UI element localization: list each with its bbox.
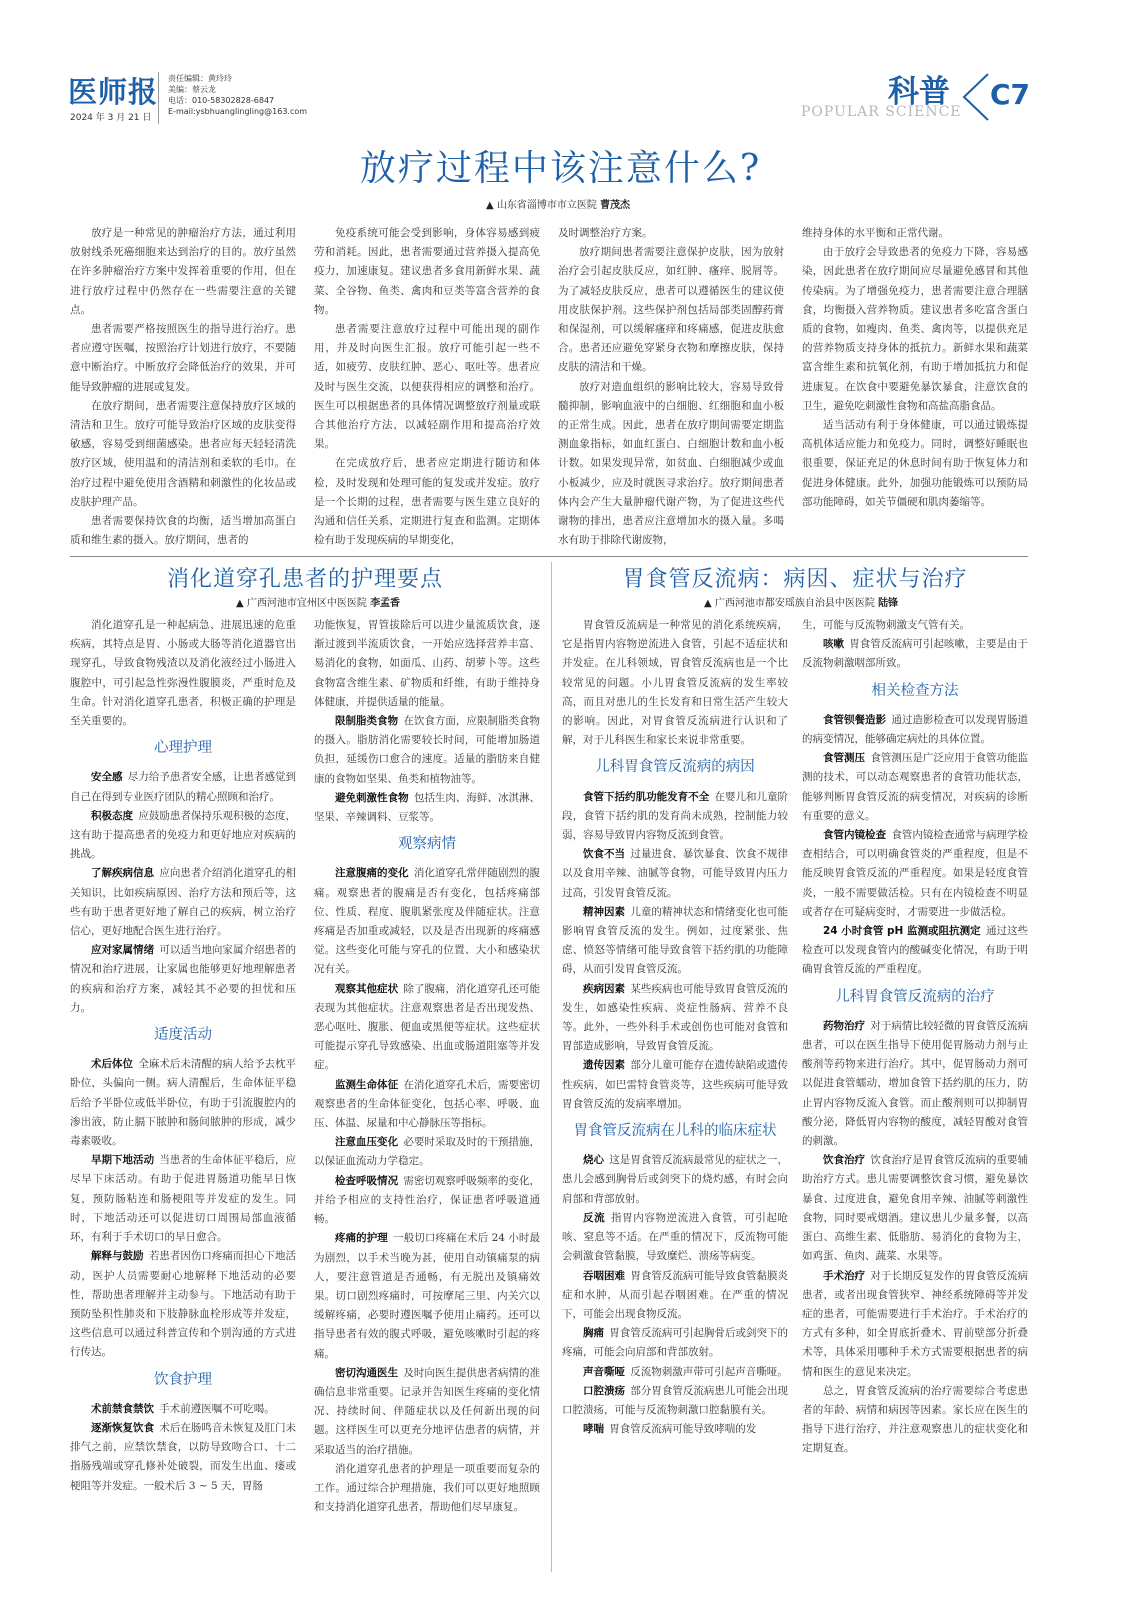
- paragraph: [562, 903, 788, 980]
- paragraph-text: 消化道穿孔常伴随剧烈的腹痛。观察患者的腹痛是否有变化，包括疼痛部位、性质、程度、腹肌紧张度及伴随症状。注意疼痛是否加重或减轻，以及是否出现新的疼痛感觉。这些变化可能与穿孔的位置、大小和感染状况有关。: [314, 867, 540, 976]
- paragraph: [802, 922, 1028, 980]
- paragraph-text: 部分儿童可能存在遗传缺陷或遗传性疾病，如巴雷特食管炎等，这些疾病可能导致胃食管反流的发病率增加。: [562, 1059, 788, 1110]
- paragraph-lead: 咳嗽: [823, 638, 845, 651]
- masthead-divider: [158, 72, 159, 124]
- article2-column-2: [314, 616, 540, 1571]
- paragraph-lead: 食管下括约肌功能发育不全: [583, 790, 710, 803]
- paragraph-lead: 观察其他症状: [335, 982, 399, 995]
- paragraph-lead: 早期下地活动: [91, 1154, 155, 1167]
- paragraph: [70, 1419, 296, 1496]
- paragraph: [314, 1133, 540, 1171]
- paragraph-text: 当患者的生命体征平稳后，应尽早下床活动。有助于促进胃肠道功能早日恢复，预防肠粘连和肠梗阻等并发症的发生。同时，下地活动还可以促进切口周围局部血液循环，有利于手术切口的早日愈合。: [70, 1154, 296, 1244]
- paragraph: [802, 826, 1028, 922]
- paragraph-text: 这是胃食管反流病最常见的症状之一，患儿会感到胸骨后或剑突下的烧灼感，有时会向肩部和背部放射。: [562, 1154, 788, 1205]
- paragraph-text: 食管测压是广泛应用于食管功能监测的技术，可以动态观察患者的食管功能状态，能够判断胃食管反流的病变情况，对疾病的诊断有重要的意义。: [802, 752, 1028, 822]
- paragraph-text: 包括生肉、海鲜、冰淇淋、坚果、辛辣调料、豆浆等。: [314, 791, 540, 824]
- paragraph: [70, 512, 296, 548]
- paragraph: [558, 243, 784, 377]
- paragraph-text: 儿童的精神状态和情绪变化也可能影响胃食管反流的发生。例如，过度紧张、焦虑、愤怒等情绪可能导致食管下括约肌的功能障碍，从而引发胃食管反流。: [562, 905, 788, 976]
- paragraph: [70, 397, 296, 512]
- article1-title: 放疗过程中该注意什么?: [359, 148, 762, 189]
- paragraph: [70, 1400, 296, 1419]
- paragraph-lead: 限制脂类食物: [335, 715, 399, 728]
- paragraph-text: 放疗对造血组织的影响比较大，容易导致骨髓抑制，影响血液中的白细胞、红细胞和血小板的正常生成。因此，患者在放疗期间需要定期监测血象指标，如血红蛋白、白细胞计数和血小板计数。如果发现异常，如贫血、白细胞减少或血小板减少，应及时就医寻求治疗。放疗期间患者体内会产生大量肿瘤代谢产物，为了促进这些代谢物的排出，患者应注意增加水的摄入量。多喝水有助于排除代谢废物，: [558, 380, 784, 547]
- paragraph: [562, 788, 788, 846]
- paragraph-text: 应鼓励患者保持乐观积极的态度，这有助于提高患者的免疫力和更好地应对疾病的挑战。: [70, 809, 296, 861]
- paragraph-text: 在饮食方面，应限制脂类食物的摄入。脂肪消化需要较长时间，可能增加肠道负担，延缓伤口愈合的速度。适量的脂肪来自健康的食物如坚果、鱼类和植物油等。: [314, 715, 540, 785]
- paragraph: [70, 616, 296, 731]
- paragraph-text: 尽力给予患者安全感，让患者感觉到自己在得到专业医疗团队的精心照顾和治疗。: [70, 771, 296, 803]
- article2-byline-org: ▲ 广西河池市宜州区中医医院: [236, 598, 367, 609]
- paragraph-text: 通过造影检查可以发现胃肠道的病变情况，能够确定病灶的具体位置。: [802, 713, 1028, 746]
- article3-column-2: [802, 616, 1028, 1571]
- paragraph-lead: 注意血压变化: [335, 1136, 399, 1149]
- article3-byline-author: 陆锋: [878, 598, 899, 609]
- paragraph: [802, 224, 1028, 243]
- paragraph-text: 胃食管反流病可引起胸骨后或剑突下的疼痛，可能会向肩部和背部放射。: [562, 1327, 788, 1359]
- subheading: 心理护理: [154, 740, 212, 757]
- paragraph: [562, 1267, 788, 1325]
- paragraph: [558, 224, 784, 243]
- article-divider: [70, 556, 1028, 557]
- paragraph: [70, 1247, 296, 1362]
- paragraph-text: 需密切观察呼吸频率的变化，并给予相应的支持性治疗，保证患者呼吸道通畅。: [314, 1174, 540, 1226]
- issue-date: 2024 年 3 月 21 日: [70, 113, 152, 123]
- paragraph-text: 可以适当地向家属介绍患者的情况和治疗进展，让家属也能够更好地理解患者的疾病和治疗方案，减轻其不必要的担忧和压力。: [70, 944, 296, 1014]
- subheading: 儿科胃食管反流病的治疗: [835, 988, 995, 1005]
- paragraph: [562, 1324, 788, 1362]
- paragraph-text: 对于长期反复发作的胃食管反流病患者，或者出现食管狭窄、神经系统障碍等并发症的患者，可能需要进行手术治疗。手术治疗的方式有多种，如全胃底折叠术、胃前壁部分折叠术等，具体采用哪种手术方式需要根据患者的病情和医生的意见来决定。: [802, 1269, 1028, 1378]
- paragraph: [802, 416, 1028, 512]
- paragraph: [314, 616, 540, 712]
- paragraph-text: 部分胃食管反流病患儿可能会出现口腔溃疡，可能与反流物刺激口腔黏膜有关。: [562, 1384, 788, 1416]
- paragraph: [70, 1055, 296, 1151]
- subheading: 适度活动: [154, 1027, 212, 1044]
- page-number: C7: [990, 78, 1031, 111]
- subheading: 饮食护理: [154, 1371, 212, 1388]
- paragraph-lead: 食管测压: [823, 752, 866, 765]
- paragraph-text: 患者需要严格按照医生的指导进行治疗。患者应遵守医嘱，按照治疗计划进行放疗，不要随意中断治疗。中断放疗会降低治疗的效果，并可能导致肿瘤的进展或复发。: [70, 323, 296, 393]
- paragraph: [314, 1172, 540, 1230]
- paragraph-text: 手术前遵医嘱不可吃喝。: [159, 1402, 275, 1415]
- paragraph-lead: 检查呼吸情况: [335, 1174, 399, 1187]
- paragraph-lead: 应对家属情绪: [91, 944, 155, 957]
- paragraph-text: 消化道穿孔是一种起病急、进展迅速的危重疾病，其特点是胃、小肠或大肠等消化道器官出现穿孔，导致食物残渣以及消化液经过小肠进入腹腔中，可引起急性弥漫性腹膜炎，严重时危及生命。针对消化道穿孔患者，积极正确的护理是至关重要的。: [70, 619, 296, 728]
- paragraph-lead: 疾病因素: [583, 982, 626, 995]
- paragraph-lead: 胸痛: [583, 1327, 605, 1340]
- article2-column-1: [70, 616, 296, 1571]
- article2-title: 消化道穿孔患者的护理要点: [166, 567, 443, 592]
- paragraph-lead: 药物治疗: [823, 1019, 866, 1032]
- paragraph-text: 饮食治疗是胃食管反流病的重要辅助治疗方式。患儿需要调整饮食习惯，避免暴饮暴食、过度进食，避免食用辛辣、油腻等刺激性食物，同时要戒烟酒。建议患儿少量多餐，以高蛋白、高维生素、低脂肪、易消化的食物为主，如鸡蛋、鱼肉、蔬菜、水果等。: [802, 1154, 1028, 1263]
- paragraph-text: 应向患者介绍消化道穿孔的相关知识，比如疾病原因、治疗方法和预后等，这些有助于患者更好地了解自己的疾病，树立治疗信心，更好地配合医生进行治疗。: [70, 867, 296, 938]
- paragraph-text: 生，可能与反流物刺激支气管有关。: [802, 619, 970, 631]
- paragraph-text: 指胃内容物逆流进入食管，可引起呛咳、窒息等不适。在严重的情况下，反流物可能会刺激食管黏膜，导致糜烂、溃疡等病变。: [562, 1211, 788, 1263]
- paragraph: [70, 941, 296, 1018]
- paragraph: [70, 1151, 296, 1247]
- paragraph: [314, 980, 540, 1076]
- paragraph: [802, 1151, 1028, 1266]
- article2-byline: [236, 594, 400, 609]
- paragraph: [802, 711, 1028, 749]
- chevron-left-icon: [958, 72, 992, 122]
- paragraph-lead: 食管内镜检查: [823, 829, 887, 842]
- article3-byline: [704, 594, 898, 609]
- paragraph: [70, 807, 296, 865]
- paragraph-text: 免疫系统可能会受到影响，身体容易感到疲劳和消耗。因此，患者需要通过营养摄入提高免疫力，加速康复。建议患者多食用新鲜水果、蔬菜、全谷物、鱼类、禽肉和豆类等富含营养的食物。: [314, 227, 540, 316]
- paragraph: [70, 224, 296, 320]
- paragraph: [562, 980, 788, 1057]
- paragraph: [70, 864, 296, 941]
- paragraph-lead: 密切沟通医生: [335, 1366, 399, 1379]
- article1-column-1: [70, 224, 296, 548]
- paragraph-text: 食管内镜检查通常与病理学检查相结合，可以明确食管炎的严重程度，但是不能反映胃食管反流的严重程度。如果是轻度食管炎，一般不需要做活检。只有在内镜检查不明显或者存在可疑病变时，才需要进一步做活检。: [802, 829, 1028, 918]
- paragraph: [314, 320, 540, 454]
- article1-column-3: [558, 224, 784, 548]
- paragraph-lead: 吞咽困难: [583, 1269, 626, 1282]
- section-name: 科普: [888, 74, 950, 110]
- paragraph: [314, 712, 540, 789]
- paragraph-lead: 避免刺激性食物: [335, 791, 409, 804]
- paragraph: [562, 1151, 788, 1209]
- newspaper-logo: 医师报: [68, 75, 159, 109]
- paragraph-lead: 饮食不当: [583, 848, 626, 861]
- paragraph: [562, 1363, 788, 1382]
- paragraph-lead: 饮食治疗: [823, 1154, 866, 1167]
- paragraph: [562, 1382, 788, 1420]
- paragraph-lead: 声音嘶哑: [583, 1365, 625, 1378]
- paragraph-text: 除了腹痛，消化道穿孔还可能表现为其他症状。注意观察患者是否出现发热、恶心呕吐、腹胀、便血或黑便等症状。这些症状可能提示穿孔导致感染、出血或肠道阻塞等并发症。: [314, 982, 540, 1072]
- subheading: 胃食管反流病在儿科的临床症状: [573, 1123, 777, 1140]
- paragraph-text: 在消化道穿孔术后，需要密切观察患者的生命体征变化，包括心率、呼吸、血压、体温、尿量和中心静脉压等指标。: [314, 1078, 540, 1130]
- article3-title: 胃食管反流病：病因、症状与治疗: [622, 567, 968, 592]
- paragraph: [314, 1076, 540, 1134]
- paragraph-lead: 手术治疗: [823, 1269, 866, 1282]
- article-column-divider: [551, 562, 552, 1572]
- subheading: 观察病情: [398, 836, 456, 853]
- paragraph-lead: 疼痛的护理: [335, 1232, 388, 1245]
- paragraph: [562, 1209, 788, 1267]
- paragraph: [802, 749, 1028, 826]
- paragraph-text: 消化道穿孔患者的护理是一项重要而复杂的工作。通过综合护理措施，我们可以更好地照顾和支持消化道穿孔患者，帮助他们尽早康复。: [314, 1462, 540, 1514]
- paragraph-text: 功能恢复，胃管拔除后可以进少量流质饮食，逐渐过渡到半流质饮食，一开始应选择营养丰富、易消化的食物，如面瓜、山药、胡萝卜等。这些食物富含维生素、矿物质和纤维，有助于维持身体健康，并提供适量的能量。: [314, 619, 540, 708]
- paragraph-text: 一般切口疼痛在术后 24 小时最为剧烈，以手术当晚为甚，使用自动镇痛泵的病人，要注意管道是否通畅，有无脱出及镇痛效果。切口剧烈疼痛时，可按摩尾三里、内关穴以缓解疼痛，必要时遵医嘱予使用止痛药。还可以指导患者有效的腹式呼吸，避免咳嗽时引起的疼痛。: [314, 1232, 540, 1360]
- paragraph-text: 胃食管反流病可能导致食管黏膜炎症和水肿，从而引起吞咽困难。在严重的情况下，可能会出现食物反流。: [562, 1269, 788, 1320]
- paragraph-text: 胃食管反流病可能导致哮喘的发: [609, 1423, 757, 1436]
- credit-phone: 电话：010-58302828-6847: [168, 96, 275, 105]
- paragraph-lead: 了解疾病信息: [91, 867, 155, 880]
- credit-editor: 责任编辑：黄玲玲: [168, 74, 232, 83]
- paragraph-text: 由于放疗会导致患者的免疫力下降，容易感染，因此患者在放疗期间应尽量避免感冒和其他传染病。为了增强免疫力，患者需要注意合理膳食，均衡摄入营养物质。建议患者多吃富含蛋白质的食物，如瘦肉、鱼类、禽肉等，以提供充足的营养物质支持身体的抵抗力。新鲜水果和蔬菜富含维生素和抗氧化剂，有助于增加抵抗力和促进康复。在饮食中要避免暴饮暴食，注意饮食的卫生，避免吃刺激性食物和高盐高脂食品。: [802, 246, 1028, 412]
- paragraph-text: 术后在肠鸣音未恢复及肛门未排气之前，应禁饮禁食，以防导致吻合口、十二指肠残端或穿孔修补处破裂，而发生出血、瘘或梗阻等并发症。一般术后 3 ~ 5 天，胃肠: [70, 1421, 296, 1492]
- paragraph-lead: 逐渐恢复饮食: [91, 1421, 155, 1434]
- article1-column-4: [802, 224, 1028, 548]
- paragraph-lead: 术后体位: [91, 1058, 134, 1071]
- paragraph-lead: 口腔溃疡: [583, 1384, 626, 1397]
- paragraph: [562, 845, 788, 903]
- paragraph-text: 维持身体的水平衡和正常代谢。: [802, 227, 949, 239]
- paragraph-lead: 精神因素: [583, 905, 626, 918]
- paragraph: [314, 1229, 540, 1363]
- paragraph-lead: 遗传因素: [583, 1059, 626, 1072]
- paragraph-text: 若患者因伤口疼痛而担心下地活动，医护人员需要耐心地解释下地活动的必要性，帮助患者理解并主动参与。下地活动有助于预防坠积性肺炎和下肢静脉血栓形成等并发症，这些信息可以通过科普宣传和个别沟通的方式进行传达。: [70, 1250, 296, 1359]
- paragraph-lead: 安全感: [91, 771, 123, 784]
- paragraph: [802, 1382, 1028, 1459]
- paragraph: [562, 1056, 788, 1114]
- article1-byline-org: ▲ 山东省淄博市市立医院: [486, 200, 597, 211]
- paragraph-text: 必要时采取及时的干预措施，以保证血流动力学稳定。: [314, 1136, 540, 1168]
- paragraph-text: 全麻术后未清醒的病人给予去枕平卧位，头偏向一侧。病人清醒后，生命体征平稳后给予半卧位或低半卧位，有助于引流腹腔内的渗出液，防止膈下脓肿和肠间脓肿的形成，减少毒素吸收。: [70, 1058, 296, 1148]
- paragraph-lead: 解释与鼓励: [91, 1250, 144, 1263]
- article2-byline-author: 李孟香: [370, 598, 401, 609]
- paragraph-lead: 食管钡餐造影: [823, 713, 887, 726]
- paragraph-lead: 注意腹痛的变化: [335, 867, 409, 880]
- paragraph: [802, 635, 1028, 673]
- paragraph-text: 某些疾病也可能导致胃食管反流的发生，如感染性疾病、炎症性肠病、营养不良等。此外，一些外科手术或创伤也可能对食管和胃部造成影响，导致胃食管反流。: [562, 982, 788, 1053]
- paragraph-text: 胃食管反流病可引起咳嗽，主要是由于反流物刺激咽部所致。: [802, 638, 1028, 670]
- paragraph-text: 放疗期间患者需要注意保护皮肤，因为放射治疗会引起皮肤反应，如红肿、瘙痒、脱屑等。为了减轻皮肤反应，患者可以遵循医生的建议使用皮肤保护剂。这些保护剂包括局部类固醇药膏和保湿剂，可以缓解瘙痒和疼痛感，促进皮肤愈合。患者还应避免穿紧身衣物和摩擦皮肤，保持皮肤的清洁和干燥。: [558, 246, 784, 374]
- paragraph-lead: 积极态度: [91, 809, 134, 822]
- paragraph: [562, 616, 788, 750]
- paragraph: [314, 454, 540, 548]
- paragraph: [802, 616, 1028, 635]
- paragraph: [314, 789, 540, 827]
- paragraph: [314, 864, 540, 979]
- paragraph-text: 对于病情比较轻微的胃食管反流病患者，可以在医生指导下使用促胃肠动力剂与止酸剂等药物来进行治疗。其中，促胃肠动力剂可以促进食管蠕动，增加食管下括约肌的压力，防止胃内容物反流入食管。而止酸剂则可以抑制胃酸分泌，降低胃内容物的酸度，减轻胃酸对食管的刺激。: [802, 1019, 1028, 1148]
- paragraph: [70, 768, 296, 806]
- editor-credits: [168, 73, 307, 117]
- article3-byline-org: ▲ 广西河池市都安瑶族自治县中医医院: [704, 598, 875, 609]
- paragraph-text: 总之，胃食管反流病的治疗需要综合考虑患者的年龄、病情和病因等因素。家长应在医生的指导下进行治疗，并注意观察患儿的症状变化和定期复查。: [802, 1384, 1028, 1455]
- paragraph-lead: 反流: [583, 1211, 606, 1224]
- paragraph-text: 放疗是一种常见的肿瘤治疗方法，通过利用放射线杀死癌细胞来达到治疗的目的。放疗虽然在许多肿瘤治疗方案中发挥着重要的作用，但在进行放疗过程中仍然存在一些需要注意的关键点。: [70, 227, 296, 316]
- paragraph-text: 及时向医生提供患者病情的准确信息非常重要。记录并告知医生疼痛的变化情况、持续时间、伴随症状以及任何新出现的问题。这样医生可以更充分地评估患者的病情，并采取适当的治疗措施。: [314, 1366, 540, 1456]
- paragraph: [314, 1460, 540, 1518]
- paragraph: [802, 1017, 1028, 1151]
- paragraph-text: 患者需要保持饮食的均衡，适当增加高蛋白质和维生素的摄入。放疗期间，患者的: [70, 515, 296, 547]
- paragraph-text: 过量进食、暴饮暴食、饮食不规律以及食用辛辣、油腻等食物，可能导致胃内压力过高，引发胃食管反流。: [562, 848, 788, 899]
- subheading: 相关检查方法: [871, 682, 959, 699]
- masthead: [68, 66, 1068, 126]
- paragraph: [558, 378, 784, 548]
- paragraph-text: 通过这些检查可以发现食管内的酸碱变化情况，有助于明确胃食管反流的严重程度。: [802, 925, 1028, 976]
- paragraph-text: 在婴儿和儿童阶段，食管下括约肌的发育尚未成熟，控制能力较弱，容易导致胃内容物反流到食管。: [562, 790, 788, 842]
- paragraph-lead: 术前禁食禁饮: [91, 1402, 154, 1415]
- paragraph-text: 及时调整治疗方案。: [558, 227, 653, 239]
- paragraph-text: 胃食管反流病是一种常见的消化系统疾病，它是指胃内容物逆流进入食管，引起不适症状和并发症。在儿科领域，胃食管反流病也是一个比较常见的问题。小儿胃食管反流病的发生率较高，而且对患儿的生长发育和日常生活产生较大的影响。因此，对胃食管反流病进行认识和了解，对于儿科医生和家长来说非常重要。: [562, 619, 788, 747]
- paragraph: [562, 1420, 788, 1439]
- subheading: 儿科胃食管反流病的病因: [595, 759, 755, 776]
- paragraph: [802, 243, 1028, 416]
- article1-byline: [486, 196, 630, 211]
- paragraph-text: 反流物刺激声带可引起声音嘶哑。: [630, 1365, 788, 1378]
- paragraph-text: 患者需要注意放疗过程中可能出现的副作用，并及时向医生汇报。放疗可能引起一些不适，如疲劳、皮肤红肿、恶心、呕吐等。患者应及时与医生交流，以便获得相应的调整和治疗。医生可以根据患者的具体情况调整放疗剂量或联合其他治疗方法，以减轻副作用和提高治疗效果。: [314, 323, 540, 451]
- paragraph-text: 在放疗期间，患者需要注意保持放疗区域的清洁和卫生。放疗可能导致治疗区域的皮肤变得敏感，容易受到细菌感染。患者应每天轻轻清洗放疗区域，使用温和的清洁剂和柔软的毛巾。在治疗过程中避免使用含酒精和刺激性的化妆品或皮肤护理产品。: [70, 399, 296, 508]
- credit-email: E-mail:ysbhuanglingling@163.com: [168, 107, 308, 116]
- paragraph-text: 在完成放疗后，患者应定期进行随访和体检，及时发现和处理可能的复发或并发症。放疗是一个长期的过程，患者需要与医生建立良好的沟通和信任关系，定期进行复查和监测。定期体检有助于发现疾病的早期变化，: [314, 457, 540, 547]
- article1-byline-author: 曹茂杰: [600, 200, 631, 211]
- paragraph-lead: 24 小时食管 pH 监测或阻抗测定: [823, 925, 981, 938]
- article1-column-2: [314, 224, 540, 548]
- paragraph: [314, 1364, 540, 1460]
- paragraph: [802, 1267, 1028, 1382]
- section-name-en: POPULAR SCIENCE: [801, 104, 962, 120]
- paragraph-lead: 哮喘: [583, 1423, 604, 1436]
- paragraph-lead: 监测生命体征: [335, 1078, 399, 1091]
- paragraph: [314, 224, 540, 320]
- credit-designer: 美编：蔡云龙: [168, 85, 216, 94]
- paragraph: [70, 320, 296, 397]
- article3-column-1: [562, 616, 788, 1571]
- paragraph-text: 适当活动有利于身体健康，可以通过锻炼提高机体适应能力和免疫力。同时，调整好睡眠也很重要，保证充足的休息时间有助于恢复体力和促进身体健康。此外，加强功能锻炼可以预防局部功能障碍，如关节僵硬和肌肉萎缩等。: [802, 419, 1028, 508]
- paragraph-lead: 烧心: [583, 1154, 605, 1167]
